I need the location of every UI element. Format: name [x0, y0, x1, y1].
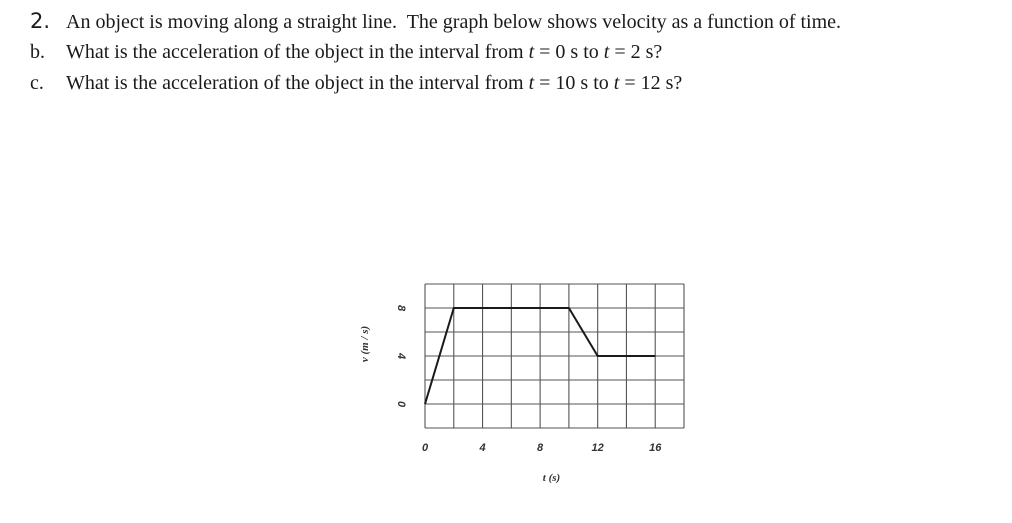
- question-text: What is the acceleration of the object in the interval from t = 0 s to t = 2 s?: [66, 41, 663, 63]
- question-c: [30, 70, 1000, 101]
- question-list: [30, 8, 1000, 101]
- question-intro: [30, 8, 1000, 39]
- x-tick-label: 0: [421, 442, 429, 454]
- question-text: An object is moving along a straight line. The graph below shows velocity as a function of time.: [66, 11, 842, 33]
- x-tick-label: 16: [649, 442, 662, 454]
- y-tick-label: 0: [395, 400, 407, 408]
- velocity-time-graph: [350, 278, 700, 498]
- x-axis-label: t (s): [542, 472, 561, 484]
- question-letter: c.: [30, 72, 44, 94]
- y-axis-label: v (m / s): [359, 325, 371, 363]
- y-tick-label: 4: [395, 352, 407, 360]
- y-tick-label: 8: [395, 304, 407, 312]
- velocity-time-chart: [350, 278, 700, 498]
- question-number: 2.: [30, 9, 51, 33]
- x-tick-label: 8: [537, 442, 544, 454]
- x-tick-label: 12: [591, 442, 604, 454]
- question-text: What is the acceleration of the object in the interval from t = 10 s to t = 12 s?: [66, 72, 683, 94]
- x-tick-label: 4: [479, 442, 486, 454]
- question-letter: b.: [30, 41, 45, 63]
- question-b: [30, 39, 1000, 70]
